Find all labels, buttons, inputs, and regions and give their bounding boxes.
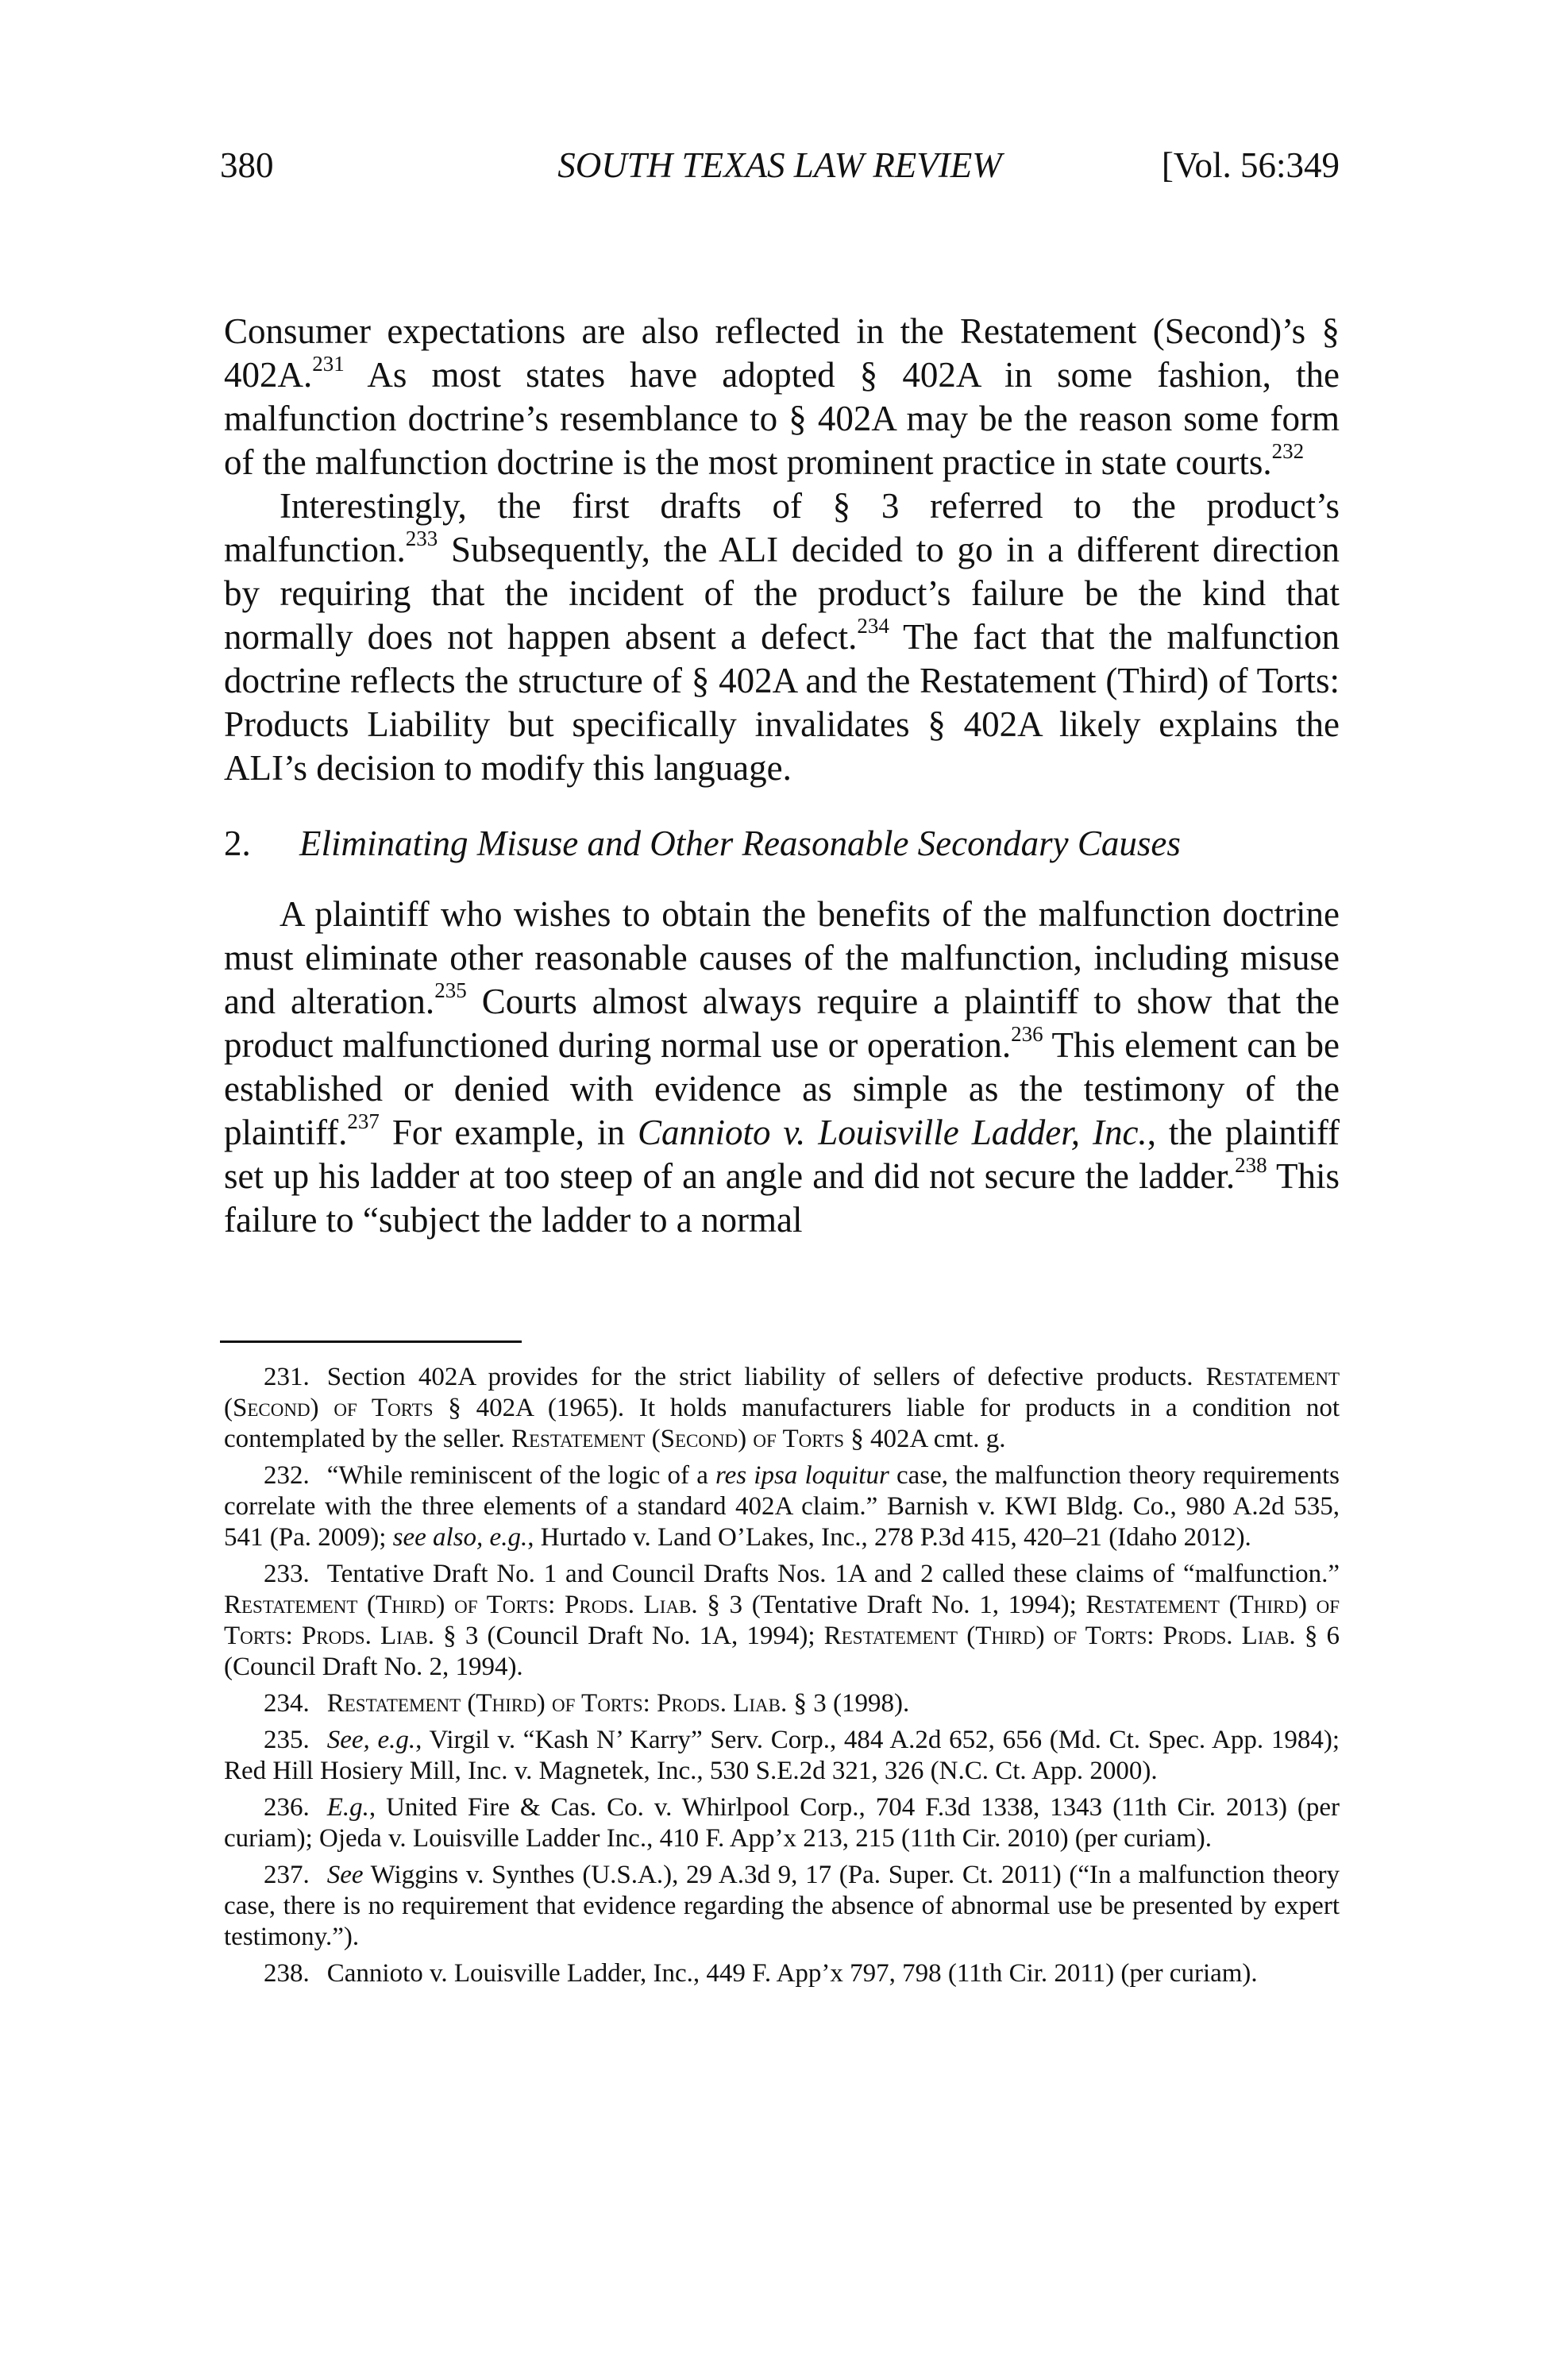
section-heading [224,822,1340,866]
paragraph-2: Interestingly, the first drafts of § 3 referred to the product’s malfunction.$^{233}$ Subsequently, the ALI decided to go in a different direction by requiring that the incident of the product’s failure be the kind that normally does not happen absent a defect.$^{234}$ The fact that the malfunction doctrine reflects the structure of § 402A and the Restatement (Third) of Torts: Products Liability but specifically invalidates § 402A likely explains the ALI’s decision to modify this language. [224,486,1340,788]
paragraph-3: A plaintiff who wishes to obtain the benefits of the malfunction doctrine must eliminate other reasonable causes of the malfunction, including misuse and alteration.$^{235}$ Courts almost always require a plaintiff to show that the product malfunctioned during normal use or operation.$^{236}$ This element can be established or denied with evidence as simple as the testimony of the plaintiff.$^{237}$ For example, in Cannioto v. Louisville Ladder, Inc., the plaintiff set up his ladder at too steep of an angle and did not secure the ladder.$^{238}$ This failure to “subject the ladder to a normal [224,894,1340,1240]
footnote-233: 233. Tentative Draft No. 1 and Council Drafts Nos. 1A and 2 called these claims of “malfunction.” Restatement (Third) of Torts: Prods. Liab. § 3 (Tentative Draft No. 1, 1994); Restatement (Third) of Torts: Prods. Liab. § 3 (Council Draft No. 1A, 1994); Restatement (Third) of Torts: Prods. Liab. § 6 (Council Draft No. 2, 1994). [224,1560,1340,1681]
paragraph-1: Consumer expectations are also reflected in the Restatement (Second)’s § 402A.$^{231}$ As most states have adopted § 402A in some fashion, the malfunction doctrine’s resemblance to § 402A may be the reason some form of the malfunction doctrine is the most prominent practice in state courts.$^{232}$ [224,311,1340,482]
case-name: Cannioto v. Louisville Ladder, Inc. [637,1113,1147,1152]
page-header [220,141,1340,189]
footnote-ref-236: 236 [1011,1022,1043,1046]
footnote-235: 235. See, e.g., Virgil v. “Kash N’ Karry” Serv. Corp., 484 A.2d 652, 656 (Md. Ct. Spec. App. 1984); Red Hill Hosiery Mill, Inc. v. Magnetek, Inc., 530 S.E.2d 321, 326 (N.C. Ct. App. 2000). [224,1726,1340,1785]
section-title: Eliminating Misuse and Other Reasonable Secondary Causes [299,824,1181,863]
footnote-231: 231. Section 402A provides for the strict liability of sellers of defective products. Restatement (Second) of Torts § 402A (1965). It holds manufacturers liable for products in a condition not contemplated by the seller. Restatement (Second) of Torts § 402A cmt. g. [224,1363,1340,1453]
footnote-234: 234. Restatement (Third) of Torts: Prods. Liab. § 3 (1998). [264,1689,910,1718]
footnote-ref-237: 237 [347,1109,380,1133]
footnote-237: 237. See Wiggins v. Synthes (U.S.A.), 29 A.3d 9, 17 (Pa. Super. Ct. 2011) (“In a malfunction theory case, there is no requirement that evidence regarding the absence of abnormal use be presented by expert testimony.”). [224,1861,1340,1951]
footnote-ref-235: 235 [434,978,467,1002]
footnote-236: 236. E.g., United Fire & Cas. Co. v. Whirlpool Corp., 704 F.3d 1338, 1343 (11th Cir. 2013) (per curiam); Ojeda v. Louisville Ladder Inc., 410 F. App’x 213, 215 (11th Cir. 2010) (per curiam). [224,1793,1340,1853]
page-number: 380 [220,145,274,185]
volume-citation: [Vol. 56:349 [1161,145,1340,185]
main-text [224,310,1340,1242]
journal-title: SOUTH TEXAS LAW REVIEW [557,145,1002,185]
footnote-divider [220,1340,522,1343]
footnote-232: 232. “While reminiscent of the logic of a res ipsa loquitur case, the malfunction theory requirements correlate with the three elements of a standard 402A claim.” Barnish v. KWI Bldg. Co., 980 A.2d 535, 541 (Pa. 2009); see also, e.g., Hurtado v. Land O’Lakes, Inc., 278 P.3d 415, 420–21 (Idaho 2012). [224,1461,1340,1552]
footnote-238: 238. Cannioto v. Louisville Ladder, Inc., 449 F. App’x 797, 798 (11th Cir. 2011) (per curiam). [264,1959,1258,1988]
footnote-ref-238: 238 [1235,1153,1267,1177]
footnote-ref-231: 231 [312,352,345,376]
footnote-ref-233: 233 [405,527,438,550]
footnotes [224,1362,1340,1995]
footnote-ref-232: 232 [1271,439,1305,463]
section-number: 2. [224,824,251,863]
footnote-ref-234: 234 [857,614,889,638]
